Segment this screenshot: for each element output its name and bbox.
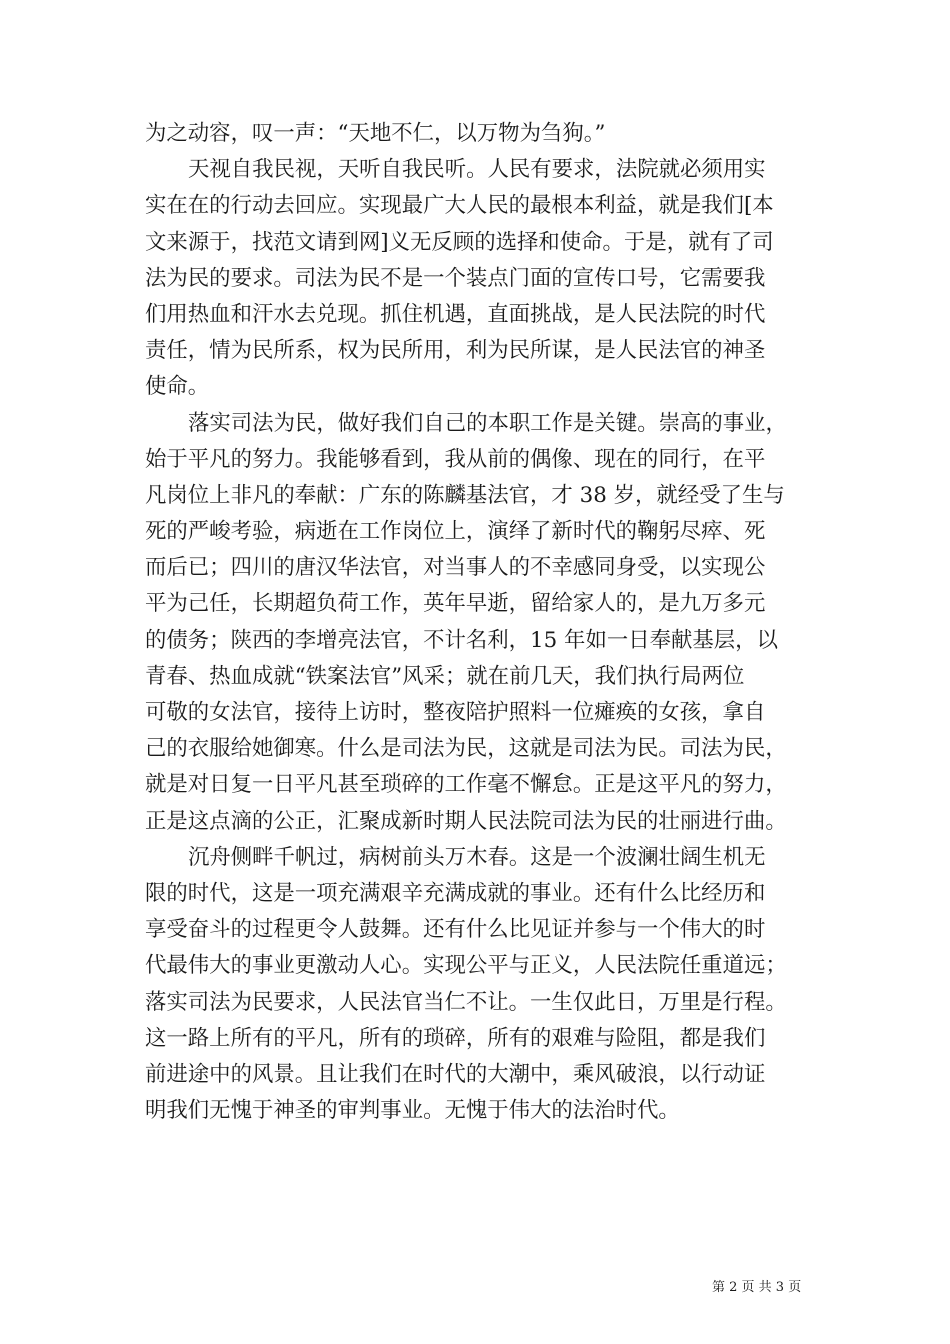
text-line: 享受奋斗的过程更令人鼓舞。还有什么比见证并参与一个伟大的时 <box>145 917 766 943</box>
text-line: 法为民的要求。司法为民不是一个装点门面的宣传口号，它需要我 <box>145 265 766 291</box>
paragraph-2 <box>145 152 809 405</box>
text-line: 为之动容，叹一声：“天地不仁，以万物为刍狗。” <box>145 121 606 146</box>
text-line: 落实司法为民，做好我们自己的本职工作是关键。崇高的事业， <box>188 410 787 436</box>
text-line: 就是对日复一日平凡甚至琐碎的工作毫不懈怠。正是这平凡的努力， <box>145 772 787 798</box>
text-line: 青春、热血成就“铁案法官”风采；就在前几天，我们执行局两位 <box>145 663 745 689</box>
paragraph-1 <box>145 116 809 152</box>
text-line: 明我们无愧于神圣的审判事业。无愧于伟大的法治时代。 <box>145 1098 680 1124</box>
text-line: 死的严峻考验，病逝在工作岗位上，演绎了新时代的鞠躬尽瘁、死 <box>145 519 766 545</box>
text-line: 而后已；四川的唐汉华法官，对当事人的不幸感同身受，以实现公 <box>145 555 766 581</box>
text-line: 沉舟侧畔千帆过，病树前头万木春。这是一个波澜壮阔生机无 <box>188 844 766 870</box>
text-line: 这一路上所有的平凡，所有的琐碎，所有的艰难与险阻，都是我们 <box>145 1025 766 1051</box>
text-line: 平为己任，长期超负荷工作，英年早逝，留给家人的，是九万多元 <box>145 591 766 617</box>
text-line: 的债务；陕西的李增亮法官，不计名利，15 年如一日奉献基层，以 <box>145 627 778 653</box>
text-line: 始于平凡的努力。我能够看到，我从前的偶像、现在的同行，在平 <box>145 446 766 472</box>
paragraph-4 <box>145 840 809 1130</box>
text-line: 落实司法为民要求，人民法官当仁不让。一生仅此日，万里是行程。 <box>145 989 787 1015</box>
text-line: 天视自我民视，天听自我民听。人民有要求，法院就必须用实 <box>188 157 766 183</box>
text-line: 可敬的女法官，接待上访时，整夜陪护照料一位瘫痪的女孩，拿自 <box>145 700 766 725</box>
text-line: 凡岗位上非凡的奉献：广东的陈麟基法官，才 38 岁，就经受了生与 <box>145 482 785 508</box>
paragraph-3 <box>145 406 809 840</box>
text-line: 正是这点滴的公正，汇聚成新时期人民法院司法为民的壮丽进行曲。 <box>145 808 787 834</box>
text-line: 实在在的行动去回应。实现最广大人民的最根本利益，就是我们[本 <box>145 193 774 219</box>
text-line: 己的衣服给她御寒。什么是司法为民，这就是司法为民。司法为民， <box>145 736 787 762</box>
document-body <box>145 116 809 1129</box>
text-line: 们用热血和汗水去兑现。抓住机遇，直面挑战，是人民法院的时代 <box>145 301 766 327</box>
page-number: 第 2 页 共 3 页 <box>712 1280 802 1295</box>
text-line: 代最伟大的事业更激动人心。实现公平与正义，人民法院任重道远； <box>145 953 787 979</box>
text-line: 前进途中的风景。且让我们在时代的大潮中，乘风破浪，以行动证 <box>145 1061 766 1087</box>
text-line: 限的时代，这是一项充满艰辛充满成就的事业。还有什么比经历和 <box>145 880 766 906</box>
text-line: 责任，情为民所系，权为民所用，利为民所谋，是人民法官的神圣 <box>145 338 766 364</box>
text-line: 文来源于，找范文请到网]义无反顾的选择和使命。于是，就有了司 <box>145 229 774 255</box>
text-line: 使命。 <box>145 374 210 400</box>
